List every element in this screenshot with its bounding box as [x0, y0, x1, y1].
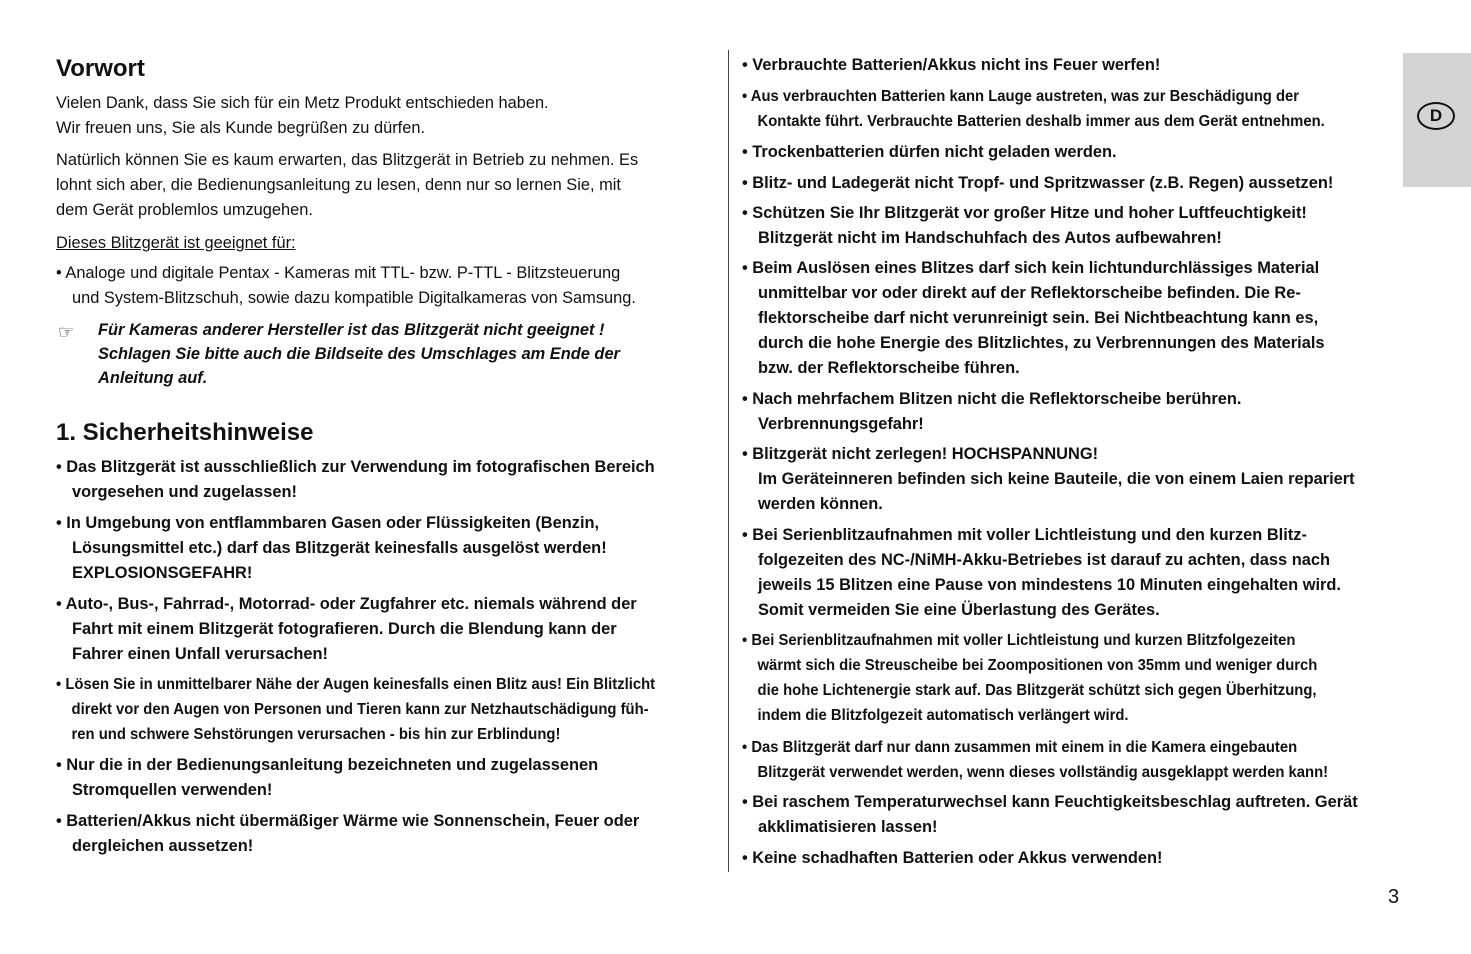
text-line: • Blitzgerät nicht zerlegen! HOCHSPANNUNG!: [742, 445, 1099, 463]
text-line: Fahrer einen Unfall verursachen!: [72, 645, 328, 663]
safety-item: [742, 523, 1412, 623]
text-line: unmittelbar vor oder direkt auf der Reflektorscheibe befinden. Die Re-: [758, 284, 1301, 302]
text-line: Blitzgerät nicht im Handschuhfach des Autos aufbewahren!: [758, 229, 1222, 247]
text-line: Somit vermeiden Sie eine Überlastung des Gerätes.: [758, 601, 1160, 619]
text-line: • Blitz- und Ladegerät nicht Tropf- und Spritzwasser (z.B. Regen) aussetzen!: [742, 174, 1334, 192]
text-line: Dieses Blitzgerät ist geeignet für:: [56, 234, 296, 252]
text-line: durch die hohe Energie des Blitzlichtes, zu Verbrennungen des Materials: [758, 334, 1325, 352]
text-line: • Auto-, Bus-, Fahrrad-, Motorrad- oder Zugfahrer etc. niemals während der: [56, 595, 637, 613]
safety-item: [742, 442, 1412, 517]
text-line: • Aus verbrauchten Batterien kann Lauge austreten, was zur Beschädigung der: [742, 88, 1300, 105]
safety-item: [742, 628, 1392, 728]
page-number: 3: [1388, 886, 1400, 908]
text-line: bzw. der Reflektorscheibe führen.: [758, 359, 1020, 377]
text-line: Vielen Dank, dass Sie sich für ein Metz Produkt entschieden haben.: [56, 94, 549, 112]
safety-item: [56, 753, 726, 803]
text-line: • Trockenbatterien dürfen nicht geladen werden.: [742, 143, 1117, 161]
text-line: lohnt sich aber, die Bedienungsanleitung zu lesen, denn nur so lernen Sie, mit: [56, 176, 621, 194]
safety-item: [742, 171, 1412, 196]
column-divider: [728, 50, 729, 872]
text-line: dergleichen aussetzen!: [72, 837, 254, 855]
text-line: • Nur die in der Bedienungsanleitung bezeichneten und zugelassenen: [56, 756, 599, 774]
text-line: • Bei Serienblitzaufnahmen mit voller Lichtleistung und den kurzen Blitz-: [742, 526, 1307, 544]
text-line: und System-Blitzschuh, sowie dazu kompatible Digitalkameras von Samsung.: [72, 289, 636, 307]
safety-item: [56, 672, 706, 747]
text-line: • Verbrauchte Batterien/Akkus nicht ins Feuer werfen!: [742, 56, 1161, 74]
safety-item: [742, 256, 1412, 381]
language-tab-letter: D: [1417, 102, 1455, 130]
text-line: EXPLOSIONSGEFAHR!: [72, 564, 253, 582]
suitable-label: [56, 231, 718, 256]
text-line: wärmt sich die Streuscheibe bei Zoompositionen von 35mm und weniger durch: [757, 657, 1318, 674]
safety-item: [56, 511, 726, 586]
text-line: akklimatisieren lassen!: [758, 818, 938, 836]
suitable-item: [56, 261, 726, 311]
safety-item: [742, 140, 1412, 165]
text-line: • Lösen Sie in unmittelbarer Nähe der Augen keinesfalls einen Blitz aus! Ein Blitzlicht: [56, 676, 656, 693]
safety-item: [56, 809, 726, 859]
text-line: Für Kameras anderer Hersteller ist das Blitzgerät nicht geeignet !: [98, 321, 605, 339]
text-line: werden können.: [758, 495, 883, 513]
text-line: • Analoge und digitale Pentax - Kameras mit TTL- bzw. P-TTL - Blitzsteuerung: [56, 264, 621, 282]
safety-item: [742, 735, 1392, 785]
intro-paragraph: [56, 91, 718, 141]
text-line: flektorscheibe darf nicht verunreinigt sein. Bei Nichtbeachtung kann es,: [758, 309, 1319, 327]
text-line: • Bei raschem Temperaturwechsel kann Feuchtigkeitsbeschlag auftreten. Gerät: [742, 793, 1358, 811]
safety-title: 1. Sicherheitshinweise: [56, 419, 314, 446]
text-line: • Batterien/Akkus nicht übermäßiger Wärme wie Sonnenschein, Feuer oder: [56, 812, 640, 830]
text-line: Lösungsmittel etc.) darf das Blitzgerät keinesfalls ausgelöst werden!: [72, 539, 607, 557]
text-line: • Keine schadhaften Batterien oder Akkus verwenden!: [742, 849, 1163, 867]
text-line: • Schützen Sie Ihr Blitzgerät vor großer Hitze und hoher Luftfeuchtigkeit!: [742, 204, 1307, 222]
text-line: • Das Blitzgerät darf nur dann zusammen mit einem in die Kamera eingebauten: [742, 739, 1298, 756]
text-line: dem Gerät problemlos umzugehen.: [56, 201, 313, 219]
text-line: Natürlich können Sie es kaum erwarten, das Blitzgerät in Betrieb zu nehmen. Es: [56, 151, 639, 169]
text-line: • In Umgebung von entflammbaren Gasen oder Flüssigkeiten (Benzin,: [56, 514, 600, 532]
safety-item: [56, 592, 726, 667]
text-line: Verbrennungsgefahr!: [758, 415, 924, 433]
text-line: Stromquellen verwenden!: [72, 781, 273, 799]
language-tab: [1403, 53, 1471, 187]
text-line: Im Geräteinneren befinden sich keine Bauteile, die von einem Laien repariert: [758, 470, 1355, 488]
safety-item: [742, 53, 1412, 78]
safety-item: [742, 846, 1412, 871]
text-line: Schlagen Sie bitte auch die Bildseite des Umschlages am Ende der: [98, 345, 620, 363]
safety-item: [56, 455, 726, 505]
text-line: Fahrt mit einem Blitzgerät fotografieren. Durch die Blendung kann der: [72, 620, 617, 638]
text-line: Blitzgerät verwendet werden, wenn dieses vollständig ausgeklappt werden kann!: [757, 764, 1329, 781]
text-line: ren und schwere Sehstörungen verursachen - bis hin zur Erblindung!: [71, 726, 561, 743]
safety-item: [742, 201, 1412, 251]
pointing-hand-icon: ☞: [58, 322, 75, 342]
foreword-title: Vorwort: [56, 55, 145, 82]
text-line: • Nach mehrfachem Blitzen nicht die Reflektorscheibe berühren.: [742, 390, 1242, 408]
safety-item: [742, 387, 1412, 437]
text-line: vorgesehen und zugelassen!: [72, 483, 297, 501]
text-line: Kontakte führt. Verbrauchte Batterien deshalb immer aus dem Gerät entnehmen.: [757, 113, 1325, 130]
text-line: folgezeiten des NC-/NiMH-Akku-Betriebes ist darauf zu achten, dass nach: [758, 551, 1330, 569]
text-line: Anleitung auf.: [98, 369, 208, 387]
text-line: direkt vor den Augen von Personen und Tieren kann zur Netzhautschädigung füh-: [71, 701, 649, 718]
text-line: die hohe Lichtenergie stark auf. Das Blitzgerät schützt sich gegen Überhitzung,: [757, 682, 1317, 699]
text-line: jeweils 15 Blitzen eine Pause von mindestens 10 Minuten eingehalten wird.: [758, 576, 1341, 594]
text-line: indem die Blitzfolgezeit automatisch verlängert wird.: [757, 707, 1129, 724]
safety-item: [742, 84, 1392, 134]
text-line: Wir freuen uns, Sie als Kunde begrüßen zu dürfen.: [56, 119, 425, 137]
safety-item: [742, 790, 1412, 840]
text-line: • Das Blitzgerät ist ausschließlich zur Verwendung im fotografischen Bereich: [56, 458, 655, 476]
usage-paragraph: [56, 148, 718, 223]
text-line: • Bei Serienblitzaufnahmen mit voller Lichtleistung und kurzen Blitzfolgezeiten: [742, 632, 1296, 649]
text-line: • Beim Auslösen eines Blitzes darf sich kein lichtundurchlässiges Material: [742, 259, 1320, 277]
compatibility-note: [56, 318, 718, 390]
